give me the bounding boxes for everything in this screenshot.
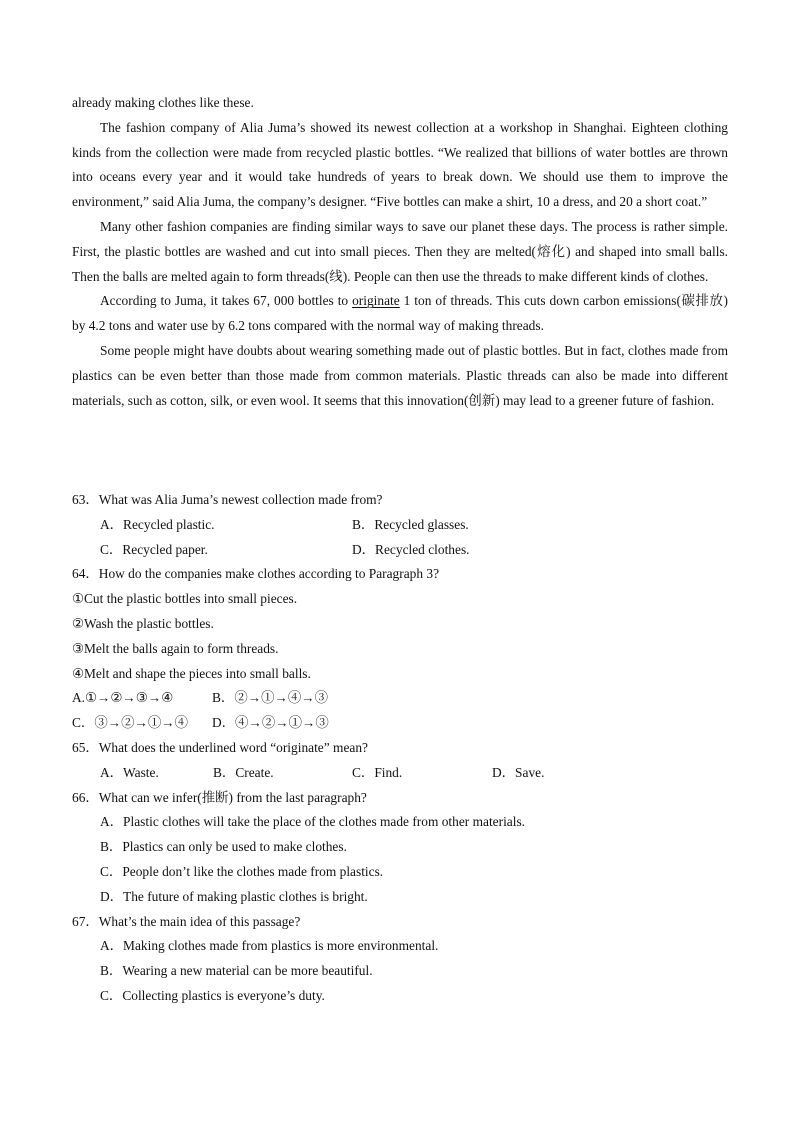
q65-option-c[interactable]: C．Find.	[352, 764, 403, 780]
reading-passage	[72, 91, 728, 413]
question-67-stem: 67．What’s the main idea of this passage?	[72, 913, 301, 929]
q63-option-c[interactable]: C．Recycled paper.	[100, 541, 208, 557]
q66-option-b[interactable]: B．Plastics can only be used to make clothes.	[100, 839, 347, 855]
q65-option-b[interactable]: B．Create.	[213, 764, 274, 780]
paragraph-5: Some people might have doubts about wearing something made out of plastic bottles. But in fact, clothes made from plastics can be even better than those made from common materials. Plastic threads can also be made into different materials, such as cotton, silk, or even wool. It seems that this innovation(创新) may lead to a greener future of fashion.	[72, 342, 728, 408]
question-65-options	[72, 761, 728, 786]
q67-option-b[interactable]: B．Wearing a new material can be more beautiful.	[100, 963, 373, 979]
question-section	[72, 488, 728, 1009]
q64-step-2: ②Wash the plastic bottles.	[72, 615, 214, 631]
underlined-word-originate: originate	[352, 293, 400, 309]
q65-option-a[interactable]: A．Waste.	[100, 764, 159, 780]
q66-option-d[interactable]: D．The future of making plastic clothes is bright.	[100, 888, 368, 904]
q63-option-b[interactable]: B．Recycled glasses.	[352, 516, 469, 532]
paragraph-4-start: According to Juma, it takes 67, 000 bottles to	[100, 293, 353, 309]
question-64-stem: 64．How do the companies make clothes according to Paragraph 3?	[72, 566, 440, 582]
q65-option-d[interactable]: D．Save.	[492, 764, 545, 780]
q64-step-4: ④Melt and shape the pieces into small balls.	[72, 665, 311, 681]
q64-option-b[interactable]: B．②→①→④→③	[212, 690, 329, 706]
paragraph-3: Many other fashion companies are finding similar ways to save our planet these days. The process is rather simple. First, the plastic bottles are washed and cut into small pieces. Then they are melted(熔化) and shaped into small balls. Then the balls are melted again to form threads(线). People can then use the threads to make different kinds of clothes.	[72, 218, 728, 284]
q64-step-3: ③Melt the balls again to form threads.	[72, 640, 279, 656]
question-64-options-row-2	[72, 711, 728, 736]
q67-option-a[interactable]: A．Making clothes made from plastics is more environmental.	[100, 938, 439, 954]
paragraph-4-end: 1 ton of threads. This cuts down carbon emissions(碳排放) by 4.2 tons and water use by 6.2 tons compared with the normal way of making threads.	[72, 293, 728, 334]
paragraph-2: The fashion company of Alia Juma’s showed its newest collection at a workshop in Shanghai. Eighteen clothing kinds from the collection were made from recycled plastic bottles. “We realized that billions of water bottles are thrown into oceans every year and it would take hundreds of years to break down. We should use them to improve the environment,” said Alia Juma, the company’s designer. “Five bottles can make a shirt, 10 a dress, and 20 a short coat.”	[72, 119, 728, 210]
q66-option-a[interactable]: A．Plastic clothes will take the place of the clothes made from other materials.	[100, 814, 526, 830]
q63-option-d[interactable]: D．Recycled clothes.	[352, 541, 470, 557]
q66-option-c[interactable]: C．People don’t like the clothes made from plastics.	[100, 863, 384, 879]
q63-option-a[interactable]: A．Recycled plastic.	[100, 516, 215, 532]
q64-option-c[interactable]: C．③→②→①→④	[72, 715, 189, 731]
q67-option-c[interactable]: C．Collecting plastics is everyone’s duty.	[100, 987, 325, 1003]
question-64-options-row-1	[72, 686, 728, 711]
paragraph-4	[72, 289, 728, 339]
question-63-options-row-1	[72, 513, 728, 538]
question-63-stem: 63．What was Alia Juma’s newest collection made from?	[72, 492, 383, 507]
question-63-options-row-2	[72, 538, 728, 563]
question-65-stem: 65．What does the underlined word “originate” mean?	[72, 739, 368, 755]
q64-step-1: ①Cut the plastic bottles into small pieces.	[72, 591, 298, 607]
q64-option-d[interactable]: D．④→②→①→③	[212, 715, 329, 731]
q64-option-a[interactable]: A.①→②→③→④	[72, 690, 174, 706]
question-66-stem: 66．What can we infer(推断) from the last paragraph?	[72, 789, 367, 805]
paragraph-fragment: already making clothes like these.	[72, 95, 254, 110]
